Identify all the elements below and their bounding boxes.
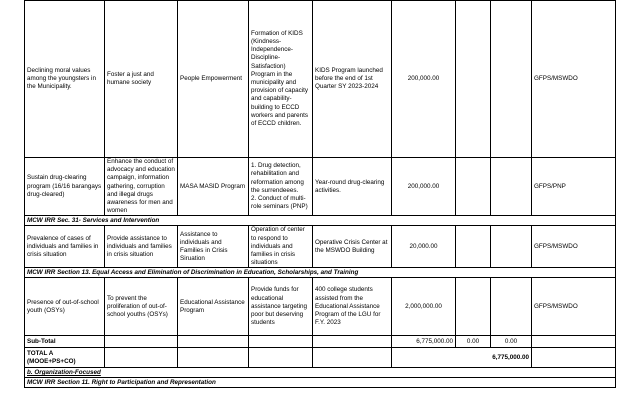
table-row xyxy=(25,278,616,336)
table-row xyxy=(25,1,616,158)
issue-cell: Presence of out-of-school youth (OSYs) xyxy=(25,278,105,336)
subtotal-mooe: 6,775,000.00 xyxy=(392,336,456,348)
indicator-cell: KIDS Program launched before the end of 1st Quarter SY 2023-2024 xyxy=(313,1,392,158)
empty-cell xyxy=(313,336,392,348)
objective-cell: To prevent the proliferation of out-of-school youths (OSYs) xyxy=(105,278,178,336)
gad-plan-table-wrap xyxy=(24,0,615,388)
office-cell: GFPS/MSWDO xyxy=(532,1,616,158)
total-value: 6,775,000.00 xyxy=(392,348,532,368)
budget-cell: 2,000,000.00 xyxy=(392,278,456,336)
total-label: TOTAL A (MOOE+PS+CO) xyxy=(25,348,105,368)
empty-cell xyxy=(249,336,313,348)
co-cell xyxy=(491,1,532,158)
subtotal-co: 0.00 xyxy=(491,336,532,348)
section-header-31: MCW IRR Sec. 31- Services and Intervention xyxy=(25,216,616,226)
empty-cell xyxy=(249,348,313,368)
subtotal-row xyxy=(25,336,616,348)
section-header-row xyxy=(25,216,616,226)
empty-cell xyxy=(105,348,178,368)
program-cell: People Empowerment xyxy=(178,1,249,158)
table-row xyxy=(25,158,616,216)
empty-cell xyxy=(178,336,249,348)
org-focused-row xyxy=(25,368,616,378)
empty-cell xyxy=(532,336,616,348)
ps-cell xyxy=(456,278,491,336)
subtotal-label: Sub-Total xyxy=(25,336,105,348)
co-cell xyxy=(491,226,532,268)
indicator-cell: Year-round drug-clearing activities. xyxy=(313,158,392,216)
empty-cell xyxy=(105,336,178,348)
activity-cell: 1. Drug detection, rehabilitation and reformation among the surrendeees. 2. Conduct of multi-role seminars (PNP) xyxy=(249,158,313,216)
budget-cell: 200,000.00 xyxy=(392,1,456,158)
empty-cell xyxy=(532,348,616,368)
issue-cell: Prevalence of cases of individuals and families in crisis situation xyxy=(25,226,105,268)
ps-cell xyxy=(456,158,491,216)
section-header-11: MCW IRR Section 11. Right to Participation and Representation xyxy=(25,378,616,388)
office-cell: GFPS/MSWDO xyxy=(532,278,616,336)
budget-cell: 200,000.00 xyxy=(392,158,456,216)
program-cell: Assistance to individuals and Families in Crisis Siruation xyxy=(178,226,249,268)
ps-cell xyxy=(456,226,491,268)
total-row xyxy=(25,348,616,368)
empty-cell xyxy=(313,348,392,368)
table-row xyxy=(25,226,616,268)
indicator-cell: 400 college students assisted from the Educational Assistance Program of the LGU for F.Y. 2023 xyxy=(313,278,392,336)
activity-cell: Formation of KIDS (Kindness-Independence-Discipline-Satisfaction) Program in the municipality and provision of capacity and capability-building to ECCD workers and parents of ECCD children. xyxy=(249,1,313,158)
section-header-13: MCW IRR Section 13. Equal Access and Elimination of Discrimination in Education, Scholarships, and Training xyxy=(25,268,616,278)
objective-cell: Enhance the conduct of advocacy and education campaign, information gathering, corruption and illegal drugs awareness for men and women xyxy=(105,158,178,216)
office-cell: GFPS/MSWDO xyxy=(532,226,616,268)
indicator-cell: Operative Crisis Center at the MSWDO Building xyxy=(313,226,392,268)
section-header-row xyxy=(25,268,616,278)
co-cell xyxy=(491,278,532,336)
objective-cell: Provide assistance to individuals and families in crisis situation xyxy=(105,226,178,268)
ps-cell xyxy=(456,1,491,158)
objective-cell: Foster a just and humane society xyxy=(105,1,178,158)
gad-plan-table xyxy=(24,0,616,388)
issue-cell: Sustain drug-clearing program (16/16 barangays drug-cleared) xyxy=(25,158,105,216)
program-cell: MASA MASID Program xyxy=(178,158,249,216)
program-cell: Educational Assistance Program xyxy=(178,278,249,336)
office-cell: GFPS/PNP xyxy=(532,158,616,216)
activity-cell: Provide funds for educational assistance targeting poor but deserving students xyxy=(249,278,313,336)
co-cell xyxy=(491,158,532,216)
org-focused-label: b. Organization-Focused xyxy=(27,368,101,376)
org-focused-cell xyxy=(25,368,616,378)
issue-cell: Declining moral values among the youngsters in the Municipality. xyxy=(25,1,105,158)
budget-cell: 20,000.00 xyxy=(392,226,456,268)
activity-cell: Operation of center to respond to individuals and families in crisis situations xyxy=(249,226,313,268)
subtotal-ps: 0.00 xyxy=(456,336,491,348)
empty-cell xyxy=(178,348,249,368)
section-header-row xyxy=(25,378,616,388)
